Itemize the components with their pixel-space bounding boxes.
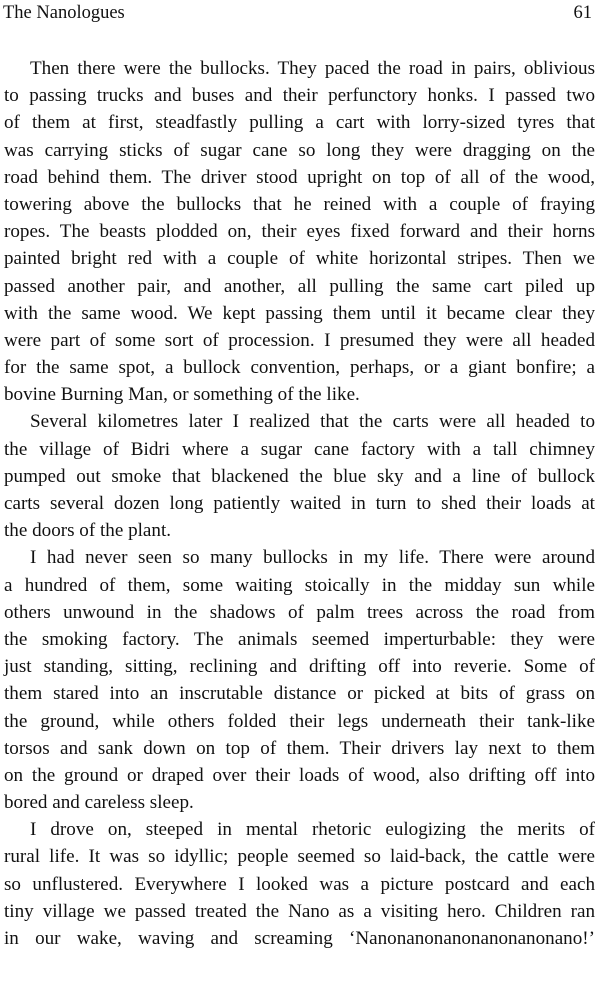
running-head [3,0,592,26]
text-line: the doors of the plant. [4,520,172,542]
running-title: The Nanologues [3,3,125,23]
text-line: Then there were the bullocks. They paced the road in pairs, oblivious [30,58,595,79]
text-line: painted bright red with a couple of white horizontal stripes. Then we [4,248,595,270]
text-line: in our wake, waving and screaming ‘Nanonanonanonanonanonano!’ [4,928,595,949]
text-line: with the same wood. We kept passing them until it became clear they [4,302,595,324]
text-line: just standing, sitting, reclining and drifting off into reverie. Some of [4,656,595,678]
text-line: the ground, while others folded their legs underneath their tank-like [4,710,595,732]
text-line: others unwound in the shadows of palm trees across the road from [4,601,595,623]
paragraph [4,544,595,816]
text-line: to passing trucks and buses and their perfunctory honks. I passed two [4,85,595,107]
text-line: carts several dozen long patiently waited in turn to shed their loads at [4,493,595,514]
paragraph [4,55,595,408]
text-line: was carrying sticks of sugar cane so long they were dragging on the [4,139,595,161]
text-line: were part of some sort of procession. I presumed they were all headed [4,329,595,351]
text-line: bored and careless sleep. [4,792,194,814]
text-line: so unflustered. Everywhere I looked was a picture postcard and each [4,873,595,895]
text-line: passed another pair, and another, all pulling the same cart piled up [4,275,595,297]
text-line: Several kilometres later I realized that the carts were all headed to [30,411,595,433]
text-line: torsos and sank down on top of them. Their drivers lay next to them [4,737,595,759]
body-text [4,55,595,952]
text-line: the smoking factory. The animals seemed imperturbable: they were [4,628,595,650]
text-line: tiny village we passed treated the Nano as a visiting hero. Children ran [4,900,595,922]
text-line: on the ground or draped over their loads of wood, also drifting off into [4,764,595,786]
text-line: them stared into an inscrutable distance or picked at bits of grass on [4,683,595,705]
paragraph [4,816,595,952]
text-line: road behind them. The driver stood upright on top of all of the wood, [4,166,595,188]
paragraph [4,408,595,544]
text-line: a hundred of them, some waiting stoically in the midday sun while [4,574,595,596]
text-line: I had never seen so many bullocks in my life. There were around [30,547,595,569]
text-line: bovine Burning Man, or something of the like. [4,384,360,406]
text-line: rural life. It was so idyllic; people seemed so laid-back, the cattle were [4,846,595,868]
text-line: of them at first, steadfastly pulling a cart with lorry-sized tyres that [4,112,595,134]
text-line: for the same spot, a bullock convention, perhaps, or a giant bonfire; a [4,357,595,379]
page-number: 61 [573,3,592,23]
text-line: ropes. The beasts plodded on, their eyes fixed forward and their horns [4,221,595,243]
text-line: towering above the bullocks that he reined with a couple of fraying [4,193,595,215]
text-line: I drove on, steeped in mental rhetoric eulogizing the merits of [30,819,595,841]
text-line: pumped out smoke that blackened the blue sky and a line of bullock [4,465,595,487]
text-line: the village of Bidri where a sugar cane factory with a tall chimney [4,438,595,460]
